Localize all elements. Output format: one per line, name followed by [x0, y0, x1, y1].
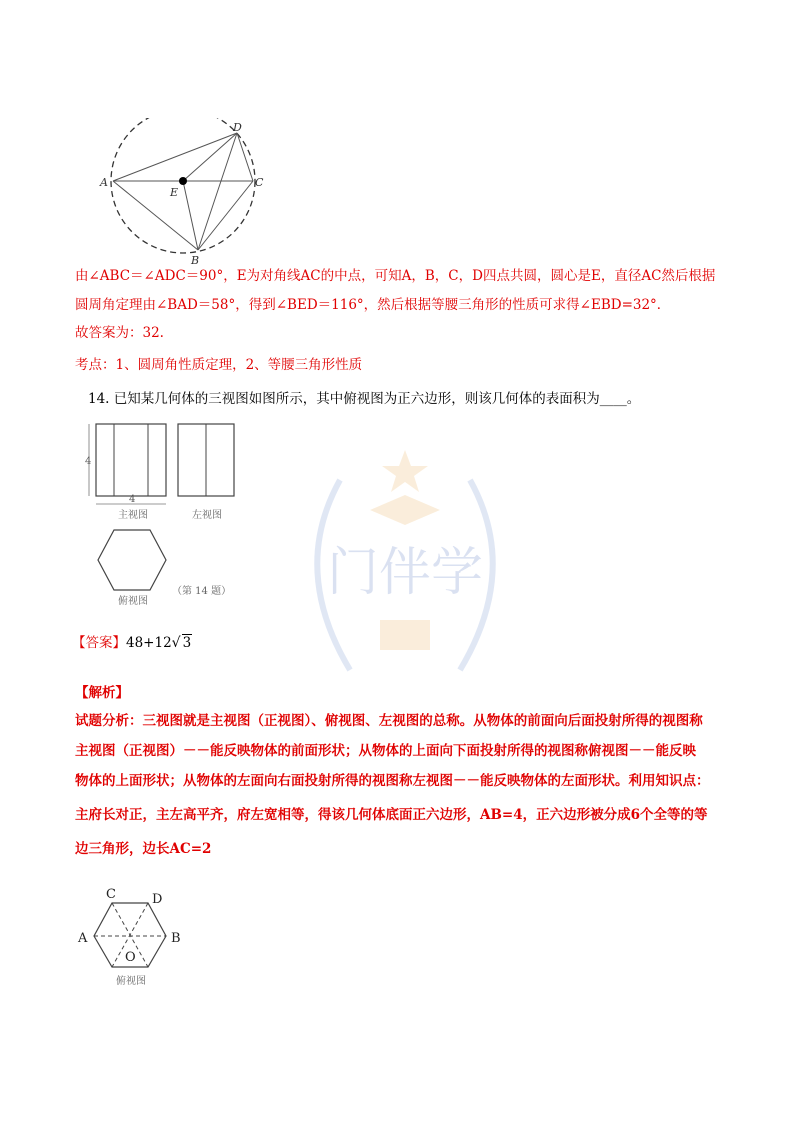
label-b: B — [191, 254, 200, 267]
figure-caption: （第 14 题） — [172, 586, 232, 597]
label-a: A — [100, 176, 108, 189]
hexagon-analysis-figure — [72, 885, 192, 990]
center-point-e — [179, 177, 187, 185]
analysis-line-1: 试题分析：三视图就是主视图（正视图）、俯视图、左视图的总称。从物体的前面向后面投射所得的视图称 — [75, 713, 703, 729]
analysis-line-2: 主视图（正视图）－－能反映物体的前面形状；从物体的上面向下面投射所得的视图称俯视图－－能反映 — [75, 743, 696, 759]
q14-question-text: 已知某几何体的三视图如图所示，其中俯视图为正六边形，则该几何体的表面积为____。 — [113, 391, 641, 407]
q14-answer: 【答案】48+12√ 3 — [72, 635, 192, 651]
label-c: C — [255, 176, 264, 189]
q13-kaodian: 考点：1、圆周角性质定理，2、等腰三角形性质 — [75, 357, 363, 373]
three-views-figure — [82, 418, 242, 608]
q13-solution-line-1: 由∠ABC＝∠ADC＝90°，E为对角线AC的中点，可知A，B，C，D四点共圆，圆心是E，直径AC然后根据 — [75, 268, 716, 284]
top-caption: 俯视图 — [118, 596, 148, 607]
front-caption: 主视图 — [118, 510, 148, 521]
analysis-line-5: 边三角形，边长AC=2 — [75, 841, 212, 857]
answer-radical: 3 — [182, 635, 192, 651]
q14-question — [88, 389, 640, 409]
hex-caption: 俯视图 — [116, 976, 146, 987]
analysis-line-3: 物体的上面形状；从物体的左面向右面投射所得的视图称左视图－－能反映物体的左面形状。利用知识点： — [75, 773, 710, 789]
hex-label-a: A — [78, 931, 88, 946]
left-caption: 左视图 — [192, 510, 222, 521]
front-view — [96, 424, 166, 496]
hex-label-o: O — [125, 950, 136, 965]
hex-label-b: B — [171, 931, 181, 946]
watermark-logo — [280, 440, 530, 700]
analysis-label: 【解析】 — [75, 685, 129, 701]
label-d: D — [233, 121, 242, 134]
analysis-line-4: 主府长对正，主左高平齐，府左宽相等，得该几何体底面正六边形，AB=4，正六边形被分成6个全等的等 — [75, 807, 708, 823]
q14-number: 14. — [88, 391, 110, 407]
q13-answer: 故答案为：32. — [75, 325, 164, 341]
watermark-text: 门伴学 — [326, 543, 484, 603]
circle-quadrilateral-figure — [95, 118, 275, 268]
answer-label: 【答案】 — [72, 635, 126, 651]
answer-value: 48+12 — [126, 635, 172, 651]
dim-height: 4 — [85, 456, 92, 467]
dim-width: 4 — [129, 494, 136, 505]
q13-solution-line-2: 圆周角定理由∠BAD＝58°，得到∠BED＝116°，然后根据等腰三角形的性质可求得∠EBD=32°． — [75, 297, 671, 313]
label-e: E — [170, 186, 179, 199]
hex-label-d: D — [152, 892, 163, 907]
top-view-hexagon — [98, 530, 166, 590]
hex-label-c: C — [106, 887, 116, 902]
circumscribed-circle — [111, 118, 255, 253]
